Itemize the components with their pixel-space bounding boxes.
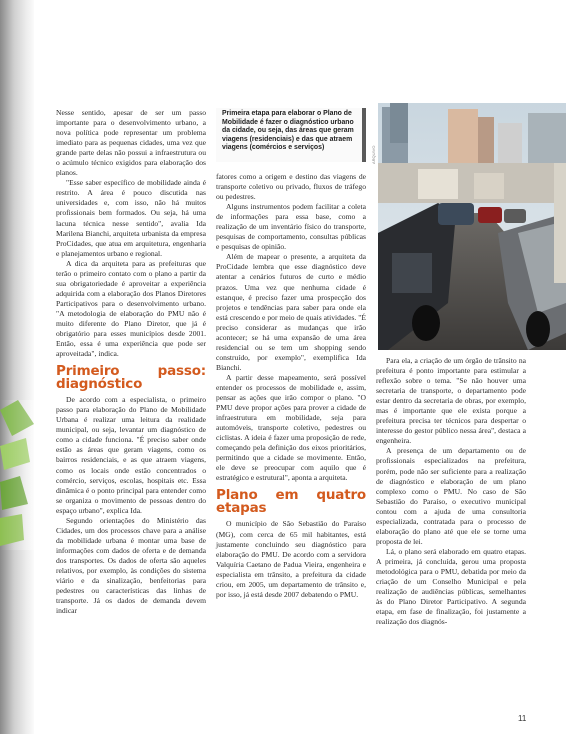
binding-shadow [0, 0, 34, 734]
paragraph: Segundo orientações do Ministério das Cidades, um dos processos chave para a análise da mobilidade urbana é montar uma base de informações com dados de oferta e de demanda dos transportes. Os dados de oferta são aqueles relativos, por exemplo, às condições do sistema viário e da sinalização, benfeitorias para pedestres ou características das linhas de transporte. Já os dados de demanda devem indicar [56, 515, 206, 616]
paragraph: Alguns instrumentos podem facilitar a coleta de informações para essa base, como a realização de um inventário físico do transporte, pesquisas de comportamento, consultas públicas e pesquisas de opinião. [216, 202, 366, 252]
callout-text: Primeira etapa para elaborar o Plano de Mobilidade é fazer o diagnóstico urbano da cidade, ou seja, das áreas que geram viagens (residenciais) e das que atraem viagens (comércios e serviços) [222, 110, 354, 152]
magazine-page [34, 0, 567, 734]
street-photo [378, 103, 566, 350]
paragraph: O município de São Sebastião do Paraíso (MG), com cerca de 65 mil habitantes, está justamente concluindo seu diagnóstico para elaboração do PMU. De acordo com a servidora Valquíria Caetano de Padua Vieira, engenheira e especialista em trânsito, a prefeitura da cidade criou, em 2005, um departamento de trânsito e, por isso, já está desde 2007 debatendo o PMU. [216, 519, 366, 599]
photo-credit: ARQUIVO [371, 145, 376, 164]
section-heading-diagnostico: Primeiro passo: diagnóstico [56, 363, 206, 393]
paragraph: A partir desse mapeamento, será possível entender os processos de mobilidade e, assim, pensar as ações que irão compor o plano. "O PMU deve propor ações para prover a cidade de infraestrutura em mobilidade, seja para automóveis, transporte coletivo, pedestres ou ciclistas. A ideia é fazer uma proposição de rede, começando pela definição dos eixos prioritários, permitindo que a cidade se movimente. Então, ele deve se preocupar com aquilo que é estratégico e estrutural", aponta a arquiteta. [216, 372, 366, 483]
paragraph: "Esse saber específico de mobilidade ainda é restrito. A área é pouco discutida nas universidades e, com isso, não há muitos profissionais bem formados. Ou seja, há uma lacuna técnica nesse sentido", avalia Ida Marilena Bianchi, arquiteta urbanista da empresa ProCidades, que atua em arquitetura, engenharia e planejamentos urbano e regional. [56, 178, 206, 258]
street-photo-image [378, 103, 566, 350]
paragraph: A dica da arquiteta para as prefeituras que terão o primeiro contato com o plano a partir da sua obrigatoriedade é aproveitar a experiência adquirida com a elaboração dos Planos Diretores Participativos para o desenvolvimento urbano. "A metodologia de elaboração do PMU não é muito diferente do Plano Diretor, que já é obrigatório para esses municípios desde 2001. Então, essa é uma experiência que pode ser aproveitada", indica. [56, 258, 206, 359]
paragraph: De acordo com a especialista, o primeiro passo para elaboração do Plano de Mobilidade Urbana é realizar uma leitura da realidade municipal, ou seja, levantar um diagnóstico de como a cidade funciona. "É preciso saber onde estão as áreas que geram viagens, como os bairros residenciais, e as que atraem viagens, como os locais onde estão concentrados o comércio, serviços, escolas, hospitais etc. Essa dinâmica é o ponto principal para entender como se organiza o movimento de pessoas dentro do espaço urbano", explica Ida. [56, 395, 206, 515]
text-column-1 [56, 108, 206, 616]
section-heading-quatro-etapas: Plano em quatro etapas [216, 487, 366, 517]
text-column-2 [216, 172, 366, 600]
paragraph: A presença de um departamento ou de profissionais especializados na prefeitura, porém, pode não ser suficiente para a realização de diagnóstico e elaboração de um plano complexo como o PMU. No caso de São Sebastião do Paraíso, o executivo municipal contou com a ajuda de uma consultoria especializada, contratada para o processo de elaboração do plano até que ele se torne uma proposta de lei. [376, 446, 526, 546]
paragraph: Nesse sentido, apesar de ser um passo importante para o desenvolvimento urbano, a nova política pode representar um problema imediato para as pequenas cidades, uma vez que grande parte delas não possui a infraestrutura ou o acúmulo técnico exigidos para elaboração dos planos. [56, 108, 206, 178]
paragraph: Lá, o plano será elaborado em quatro etapas. A primeira, já concluída, gerou uma proposta metodológica para o PMU, debatida por meio da criação de um Conselho Municipal e pela realização de audiências públicas, semelhantes às do Plano Diretor Participativo. A segunda etapa, em fase de finalização, foi justamente a realização dos diagnós- [376, 546, 526, 627]
paragraph: Além de mapear o presente, a arquiteta da ProCidade lembra que esse diagnóstico deve atentar a cenários futuros de curto e médio prazos. Uma vez que nenhuma cidade é estanque, é preciso fazer uma prospecção dos projetos e tendências para saber para onde ela está crescendo e por meio de quais atividades. "É preciso considerar as mudanças que irão acontecer; se há uma expansão de uma área residencial ou se tem um shopping sendo construído, por exemplo", exemplifica Ida Bianchi. [216, 252, 366, 372]
paragraph: Para ela, a criação de um órgão de trânsito na prefeitura é ponto importante para estimular a reflexão sobre o tema. "Se não houver uma secretaria de transporte, o departamento pode estar dentro da secretaria de obras, por exemplo, mas é importante que ele exista porque a prefeitura precisa ter técnicos para despertar o interesse do gestor público nessa área", destaca a engenheira. [376, 356, 526, 446]
text-column-3 [376, 356, 526, 627]
paragraph: fatores como a origem e destino das viagens de transporte coletivo ou privado, fluxos de tráfego ou pedestres. [216, 172, 366, 202]
page-number: 11 [518, 714, 527, 723]
pull-quote-callout [216, 108, 366, 162]
